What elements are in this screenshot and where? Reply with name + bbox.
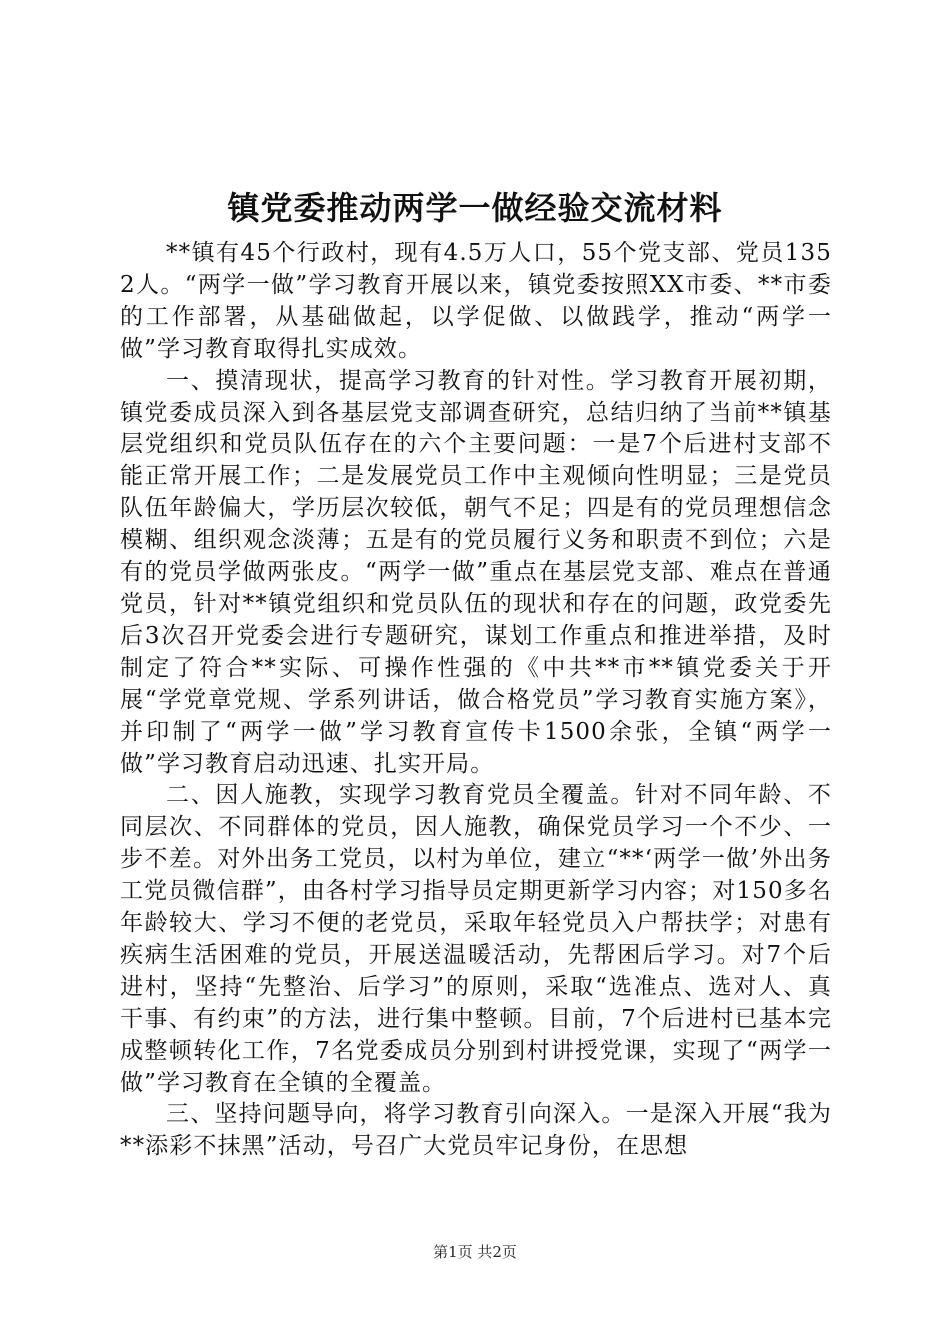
document-title: 镇党委推动两学一做经验交流材料: [227, 189, 723, 227]
paragraph-intro: **镇有45个行政村，现有4.5万人口，55个党支部、党员1352人。“两学一做”学习教育开展以来，镇党委按照XX市委、**市委的工作部署，从基础做起，以学促做、以做践学，推动“两学一做”学习教育取得扎实成效。: [120, 240, 832, 362]
paragraph-section-1: 一、摸清现状，提高学习教育的针对性。学习教育开展初期，镇党委成员深入到各基层党支部调查研究，总结归纳了当前**镇基层党组织和党员队伍存在的六个主要问题：一是7个后进村支部不能正常开展工作；二是发展党员工作中主观倾向性明显；三是党员队伍年龄偏大，学历层次较低，朝气不足；四是有的党员理想信念模糊、组织观念淡薄；五是有的党员履行义务和职责不到位；六是有的党员学做两张皮。“两学一做”重点在基层党支部、难点在普通党员，针对**镇党组织和党员队伍的现状和存在的问题，政党委先后3次召开党委会进行专题研究，谋划工作重点和推进举措，及时制定了符合**实际、可操作性强的《中共**市**镇党委关于开展“学党章党规、学系列讲话，做合格党员”学习教育实施方案》，并印制了“两学一做”学习教育宣传卡1500余张，全镇“两学一做”学习教育启动迅速、扎实开局。: [120, 367, 832, 777]
document-body: [120, 238, 832, 1163]
page-number-footer: 第1页 共2页: [433, 1243, 517, 1261]
paragraph-section-2: 二、因人施教，实现学习教育党员全覆盖。针对不同年龄、不同层次、不同群体的党员，因人施教，确保党员学习一个不少、一步不差。对外出务工党员，以村为单位，建立“**‘两学一做’外出务工党员微信群”，由各村学习指导员定期更新学习内容；对150多名年龄较大、学习不便的老党员，采取年轻党员入户帮扶学；对患有疾病生活困难的党员，开展送温暖活动，先帮困后学习。对7个后进村，坚持“先整治、后学习”的原则，采取“选准点、选对人、真干事、有约束”的方法，进行集中整顿。目前，7个后进村已基本完成整顿转化工作，7名党委成员分别到村讲授党课，实现了“两学一做”学习教育在全镇的全覆盖。: [120, 782, 832, 1096]
paragraph-section-3: 三、坚持问题导向，将学习教育引向深入。一是深入开展“我为**添彩不抹黑”活动，号召广大党员牢记身份，在思想: [120, 1101, 832, 1160]
